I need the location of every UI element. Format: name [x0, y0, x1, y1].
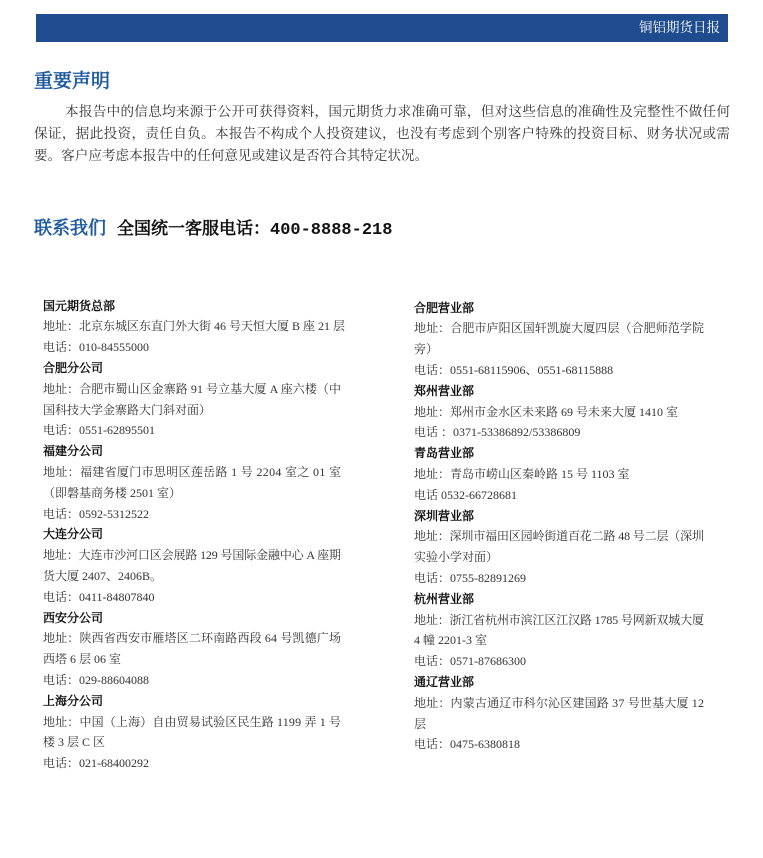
- office-phone: 电话：0475-6380818: [414, 737, 520, 752]
- report-title: 铜铝期货日报: [639, 20, 720, 35]
- office-block: [43, 608, 341, 691]
- office-name: 福建分公司: [43, 444, 104, 459]
- office-block: [43, 441, 341, 524]
- office-phone: 电话：0571-87686300: [414, 654, 526, 669]
- office-block: [414, 443, 704, 505]
- office-address-line: 地址：深圳市福田区园岭街道百花二路 48 号二层（深圳: [414, 529, 704, 544]
- office-phone: 电话：029-88604088: [43, 672, 149, 687]
- office-address-line: 地址：大连市沙河口区会展路 129 号国际金融中心 A 座期: [43, 548, 341, 563]
- office-block: [414, 589, 704, 672]
- office-phone: 电话：0755-82891269: [414, 570, 526, 585]
- office-phone: 电话：010-84555000: [43, 340, 149, 355]
- office-address-line: 地址：中国（上海）自由贸易试验区民生路 1199 弄 1 号: [43, 714, 342, 729]
- office-block: [43, 691, 341, 774]
- office-phone: 电话 0532-66728681: [414, 487, 517, 502]
- office-block: [414, 672, 704, 755]
- office-name: 合肥分公司: [43, 360, 104, 375]
- office-address-line: 国科技大学金寨路大门斜对面）: [43, 402, 212, 417]
- office-address-line: 地址：陕西省西安市雁塔区二环南路西段 64 号凯德广场: [43, 631, 342, 646]
- office-address-line: 4 幢 2201-3 室: [414, 633, 487, 648]
- office-name: 郑州营业部: [414, 383, 475, 398]
- office-phone: 电话：0592-5312522: [43, 506, 149, 521]
- disclaimer-text: [34, 101, 730, 167]
- office-name: 合肥营业部: [414, 300, 475, 315]
- disclaimer-heading: 重要声明: [34, 71, 111, 92]
- office-address-line: 楼 3 层 C 区: [43, 735, 106, 750]
- office-phone: 电话 ：0371-53386892/53386809: [414, 425, 581, 440]
- hotline-number: 全国统一客服电话：400-8888-218: [117, 221, 393, 240]
- office-block: [414, 506, 704, 589]
- offices-column-right: [414, 298, 704, 756]
- office-block: [414, 381, 704, 443]
- disclaimer-line: 要。客户应考虑本报告中的任何意见或建议是否符合其特定状况。: [34, 148, 429, 163]
- office-name: 杭州营业部: [414, 591, 475, 606]
- office-address-line: 西塔 6 层 06 室: [43, 652, 122, 667]
- office-address-line: 实验小学对面）: [414, 550, 499, 565]
- contact-heading: 联系我们: [34, 218, 106, 238]
- office-address-line: 地址：青岛市崂山区秦岭路 15 号 1103 室: [414, 466, 630, 481]
- office-block: [43, 524, 341, 607]
- offices-column-left: [43, 296, 346, 774]
- office-name: 大连分公司: [43, 527, 104, 542]
- office-address-line: 层: [414, 716, 427, 731]
- office-address-line: 旁）: [414, 342, 439, 357]
- office-phone: 电话：0411-84807840: [43, 589, 155, 604]
- report-header-banner: [36, 14, 728, 42]
- disclaimer-line: 本报告中的信息均来源于公开可获得资料，国元期货力求准确可靠，但对这些信息的准确性及完整性不做任何: [65, 104, 731, 119]
- office-block: [414, 298, 704, 381]
- office-address-line: 地址：浙江省杭州市滨江区江汉路 1785 号网新双城大厦: [414, 612, 704, 627]
- office-name: 国元期货总部: [43, 298, 116, 313]
- office-block: [43, 358, 341, 441]
- office-name: 通辽营业部: [414, 674, 475, 689]
- office-name: 青岛营业部: [414, 446, 475, 461]
- office-address-line: 地址：福建省厦门市思明区莲岳路 1 号 2204 室之 01 室: [43, 464, 342, 479]
- office-address-line: 地址：北京东城区东直门外大街 46 号天恒大厦 B 座 21 层: [43, 319, 346, 334]
- office-block: [43, 296, 346, 358]
- office-address-line: 地址：合肥市蜀山区金寨路 91 号立基大厦 A 座六楼（中: [43, 381, 342, 396]
- office-phone: 电话：021-68400292: [43, 756, 149, 771]
- office-address-line: 地址：郑州市金水区未来路 69 号未来大厦 1410 室: [414, 404, 679, 419]
- office-name: 深圳营业部: [414, 508, 475, 523]
- office-phone: 电话：0551-62895501: [43, 423, 155, 438]
- office-name: 上海分公司: [43, 693, 104, 708]
- office-address-line: （即磐基商务楼 2501 室）: [43, 485, 182, 500]
- office-address-line: 地址：内蒙古通辽市科尔沁区建国路 37 号世基大厦 12: [414, 695, 705, 710]
- disclaimer-line: 保证，据此投资，责任自负。本报告不构成个人投资建议，也没有考虑到个别客户特殊的投资目标、财务状况或需: [34, 126, 731, 141]
- office-address-line: 地址：合肥市庐阳区国轩凯旋大厦四层（合肥师范学院: [414, 321, 705, 336]
- office-address-line: 货大厦 2407、2406B。: [43, 568, 163, 583]
- contact-header: [34, 216, 392, 243]
- office-name: 西安分公司: [43, 610, 104, 625]
- office-phone: 电话：0551-68115906、0551-68115888: [414, 362, 614, 377]
